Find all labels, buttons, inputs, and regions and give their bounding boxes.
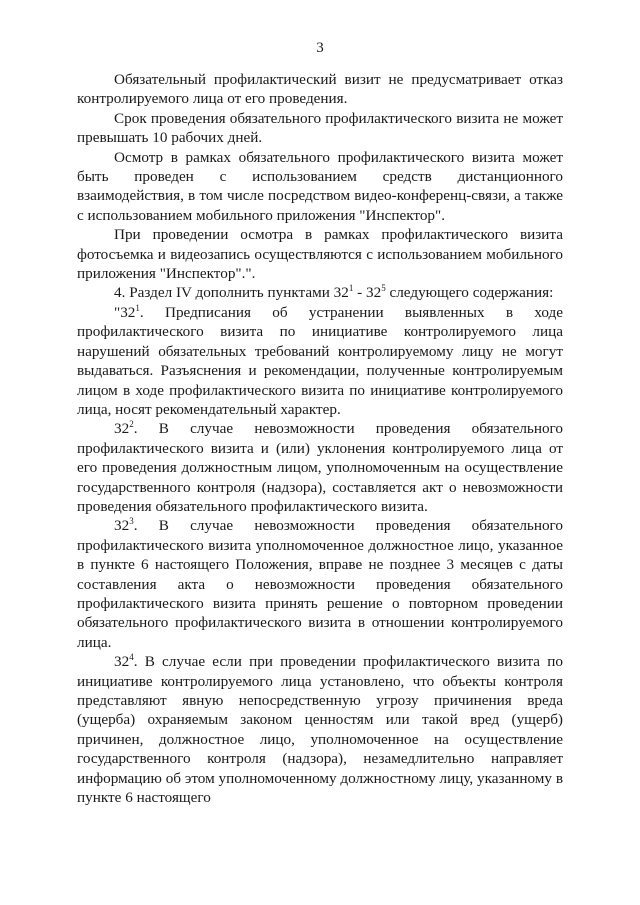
clause-number: 32 — [114, 653, 130, 671]
paragraph-photo-video: При проведении осмотра в рамках профилактического визита фотосъемка и видеозапись осуществляются с использованием мобильного приложения "Инспектор".". — [77, 226, 563, 283]
clause-superscript: 4 — [129, 652, 134, 663]
paragraph-visit-duration: Срок проведения обязательного профилактического визита не может превышать 10 рабочих дней. — [77, 109, 563, 147]
clause-superscript: 3 — [129, 516, 134, 527]
amendment-intro-before: 4. Раздел IV дополнить пунктами 32 — [114, 284, 349, 302]
amendment-intro-sup-end: 5 — [381, 283, 386, 294]
paragraph-clause-32-3 — [77, 516, 563, 652]
clause-text: . В случае если при проведении профилактического визита по инициативе контролируемого лица установлено, что объекты контроля представляют явную непосредственную угрозу причинения вреда (ущерба) охраняемым законом ценностям или такой вред (ущерб) причинен, должностное лицо, уполномоченное на осуществление государственного контроля (надзора), незамедлительно направляет информацию об этом уполномоченному должностному лицу, указанному в пункте 6 настоящего — [77, 653, 563, 807]
clause-number: "32 — [114, 303, 136, 321]
document-body — [77, 70, 563, 807]
clause-number: 32 — [114, 420, 130, 438]
page-number: 3 — [316, 40, 324, 56]
amendment-intro-mid: - 32 — [353, 284, 382, 302]
clause-text: . В случае невозможности проведения обязательного профилактического визита уполномоченное должностное лицо, указанное в пункте 6 настоящего Положения, вправе не позднее 3 месяцев с даты составления акта о невозможности проведения обязательного профилактического визита принять решение о повторном проведении обязательного профилактического визита в отношении контролируемого лица. — [77, 517, 563, 651]
paragraph-mandatory-visit-refusal: Обязательный профилактический визит не предусматривает отказ контролируемого лица от его проведения. — [77, 71, 563, 108]
clause-superscript: 2 — [129, 419, 134, 430]
clause-number: 32 — [114, 517, 130, 535]
paragraph-amendment-intro — [77, 283, 563, 302]
clause-text: . В случае невозможности проведения обязательного профилактического визита и (или) уклонения контролируемого лица от его проведения должностным лицом, уполномоченным на осуществление государственного контроля (надзора), составляется акт о невозможности проведения обязательного профилактического визита. — [77, 420, 563, 515]
paragraph-clause-32-2 — [77, 419, 563, 516]
paragraph-remote-inspection: Осмотр в рамках обязательного профилактического визита может быть проведен с использованием средств дистанционного взаимодействия, в том числе посредством видео-конференц-связи, а также с использованием мобильного приложения "Инспектор". — [77, 148, 563, 224]
paragraph-clause-32-1 — [77, 303, 563, 419]
clause-superscript: 1 — [135, 302, 140, 313]
clause-text: . Предписания об устранении выявленных в ходе профилактического визита по инициативе контролируемого лица нарушений обязательных требований контролируемому лицу не могут выдаваться. Разъяснения и рекомендации, полученные контролируемым лицом в ходе профилактического визита по инициативе контролируемого лица, носят рекомендательный характер. — [77, 303, 563, 418]
amendment-intro-sup-start: 1 — [348, 283, 354, 294]
paragraph-clause-32-4 — [77, 652, 563, 807]
amendment-intro-after: следующего содержания: — [385, 284, 554, 302]
